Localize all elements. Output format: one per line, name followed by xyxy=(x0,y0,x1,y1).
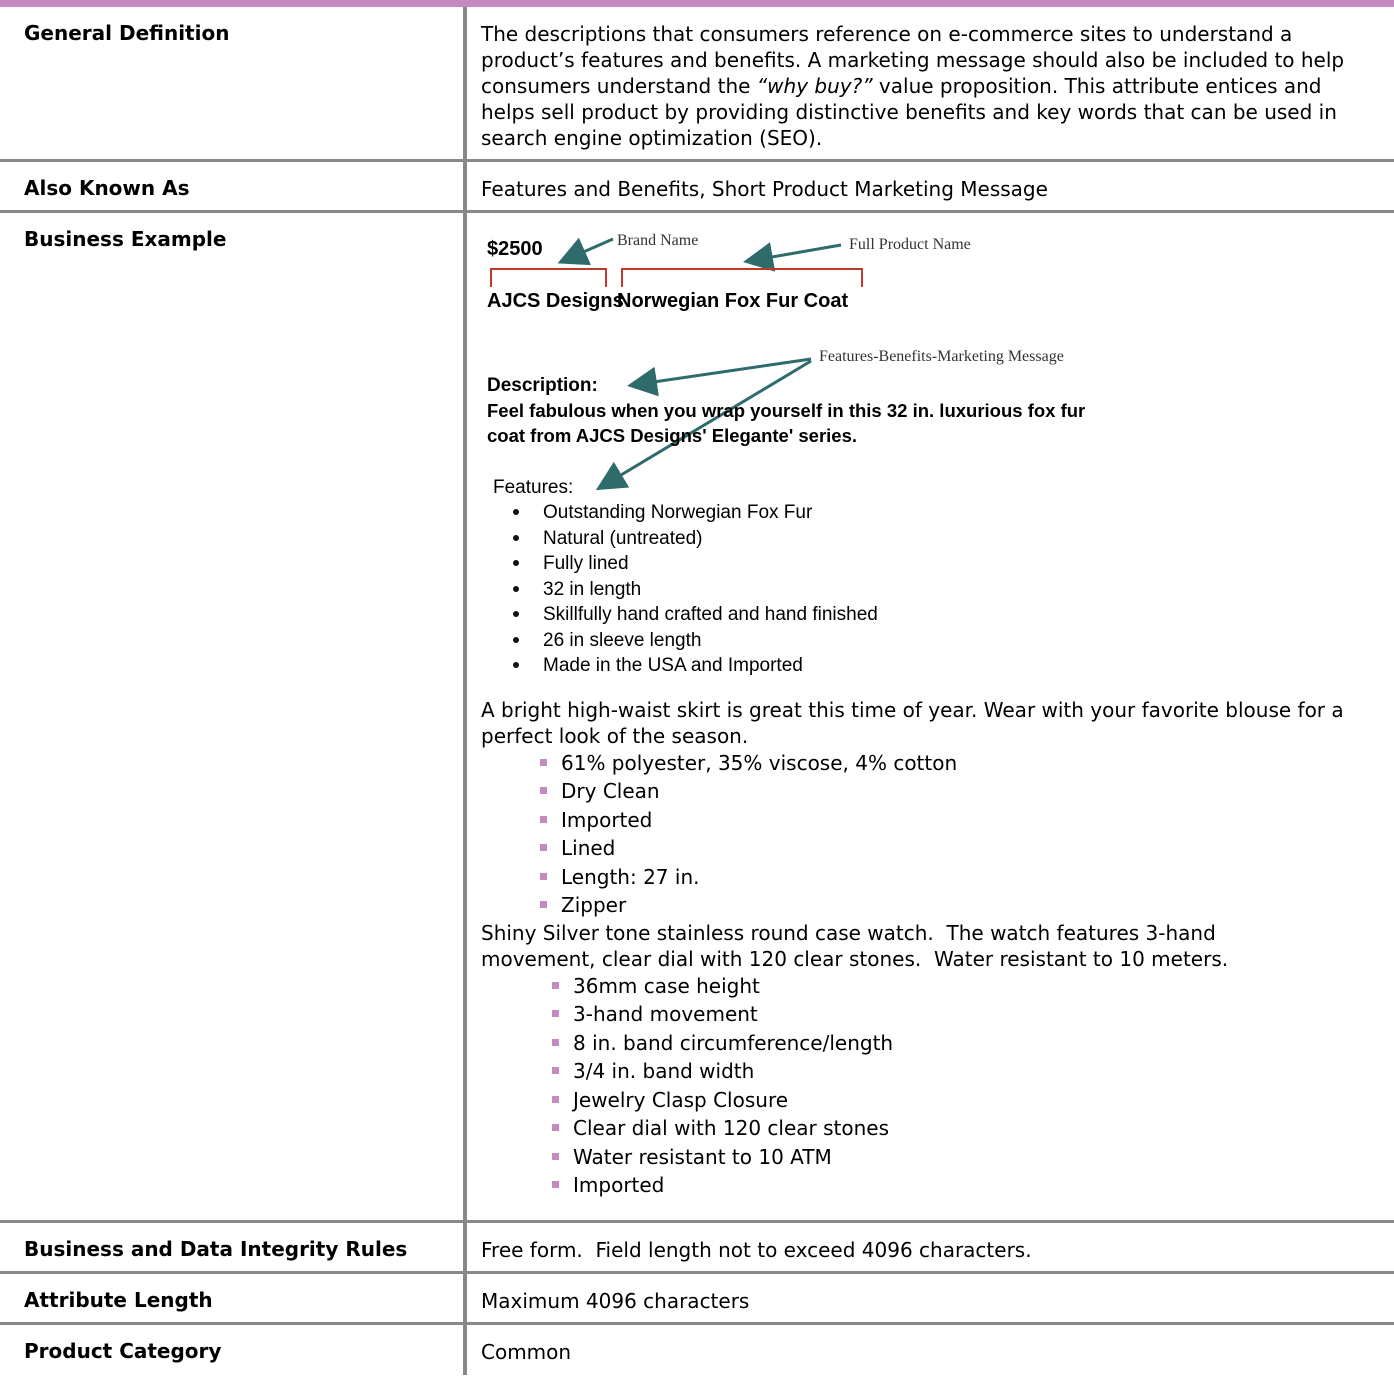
watch-item: 3/4 in. band width xyxy=(573,1057,1366,1086)
skirt-item: 61% polyester, 35% viscose, 4% cotton xyxy=(561,749,1366,778)
general-definition-value xyxy=(465,7,1394,160)
also-known-as-value: Features and Benefits, Short Product Marketing Message xyxy=(465,160,1394,211)
row-label: Attribute Length xyxy=(0,1272,465,1323)
example-product-name: Norwegian Fox Fur Coat xyxy=(617,289,849,312)
example-annotated-image xyxy=(481,225,1161,685)
watch-item: 8 in. band circumference/length xyxy=(573,1029,1366,1058)
bullet xyxy=(513,509,519,515)
watch-description-line: Shiny Silver tone stainless round case watch. The watch features 3-hand xyxy=(481,920,1216,945)
arrow-description xyxy=(633,359,811,385)
row-label: Also Known As xyxy=(0,160,465,211)
row-business-example xyxy=(0,211,1394,1221)
watch-item: Water resistant to 10 ATM xyxy=(573,1143,1366,1172)
row-general-definition xyxy=(0,7,1394,160)
callout-features-benefits: Features-Benefits-Marketing Message xyxy=(819,347,1064,365)
row-attribute-length xyxy=(0,1272,1394,1323)
skirt-item: Lined xyxy=(561,834,1366,863)
skirt-item: Zipper xyxy=(561,891,1366,920)
example-features-list xyxy=(513,502,878,676)
bracket-brand xyxy=(491,269,606,287)
watch-item: Imported xyxy=(573,1171,1366,1200)
row-integrity-rules xyxy=(0,1221,1394,1272)
integrity-rules-value: Free form. Field length not to exceed 4096 characters. xyxy=(465,1221,1394,1272)
example-description-line2: coat from AJCS Designs' Elegante' series. xyxy=(487,424,858,446)
example-feature-item: Natural (untreated) xyxy=(543,527,703,549)
callout-full-product-name: Full Product Name xyxy=(849,235,971,253)
row-label: Product Category xyxy=(0,1323,465,1375)
skirt-description: A bright high-waist skirt is great this time of year. Wear with your favorite blouse for a perfect look of the season. xyxy=(481,697,1344,748)
skirt-item: Dry Clean xyxy=(561,777,1366,806)
product-category-value: Common xyxy=(481,1339,572,1364)
example-feature-item: Outstanding Norwegian Fox Fur xyxy=(543,501,813,523)
watch-item-list xyxy=(481,972,1366,1200)
definition-text: The descriptions that consumers reference on e-commerce sites to understand a product’s features and benefits. A marketing message should also be included to help consumers understand the xyxy=(481,22,1345,98)
bracket-product xyxy=(622,269,862,287)
top-accent-bar xyxy=(0,0,1394,7)
business-example-value xyxy=(465,211,1394,1221)
bullet xyxy=(513,535,519,541)
watch-item: 3-hand movement xyxy=(573,1000,1366,1029)
bullet xyxy=(513,637,519,643)
skirt-item: Length: 27 in. xyxy=(561,863,1366,892)
example-feature-item: Made in the USA and Imported xyxy=(543,654,803,676)
example-description-line1: Feel fabulous when you wrap yourself in this 32 in. luxurious fox fur xyxy=(487,399,1086,421)
business-example-image xyxy=(481,225,1161,685)
example-description-heading: Description: xyxy=(487,374,598,396)
example-brand: AJCS Designs xyxy=(487,289,624,312)
arrow-full-name xyxy=(749,245,841,261)
example-features-heading: Features: xyxy=(493,476,574,498)
row-also-known-as xyxy=(0,160,1394,211)
row-label: Business and Data Integrity Rules xyxy=(0,1221,465,1272)
bullet xyxy=(513,560,519,566)
row-product-category xyxy=(0,1323,1394,1375)
example-price: $2500 xyxy=(487,237,543,260)
skirt-item: Imported xyxy=(561,806,1366,835)
bullet xyxy=(513,662,519,668)
watch-description xyxy=(481,920,1366,972)
attribute-definition-table xyxy=(0,7,1394,1375)
attribute-length-value: Maximum 4096 characters xyxy=(465,1272,1394,1323)
skirt-item-list xyxy=(481,749,1366,920)
row-label: General Definition xyxy=(0,7,465,160)
example-feature-item: 26 in sleeve length xyxy=(543,629,702,651)
row-label: Business Example xyxy=(0,211,465,1221)
definition-text-end: value proposition. This attribute entices and helps sell product by providing distinctive benefits and key words that can be used in search engine optimization (SEO). xyxy=(481,74,1337,150)
watch-item: Clear dial with 120 clear stones xyxy=(573,1114,1366,1143)
watch-description-line: movement, clear dial with 120 clear stones. Water resistant to 10 meters. xyxy=(481,946,1229,971)
arrow-brand xyxy=(563,239,613,261)
example-feature-item: Skillfully hand crafted and hand finished xyxy=(543,603,878,625)
arrow-features xyxy=(601,361,811,487)
definition-italic: “why buy?” xyxy=(756,74,873,98)
example-feature-item: Fully lined xyxy=(543,552,629,574)
callout-brand-name: Brand Name xyxy=(617,231,699,249)
watch-item: Jewelry Clasp Closure xyxy=(573,1086,1366,1115)
watch-item: 36mm case height xyxy=(573,972,1366,1001)
example-feature-item: 32 in length xyxy=(543,578,642,600)
bullet xyxy=(513,586,519,592)
bullet xyxy=(513,611,519,617)
